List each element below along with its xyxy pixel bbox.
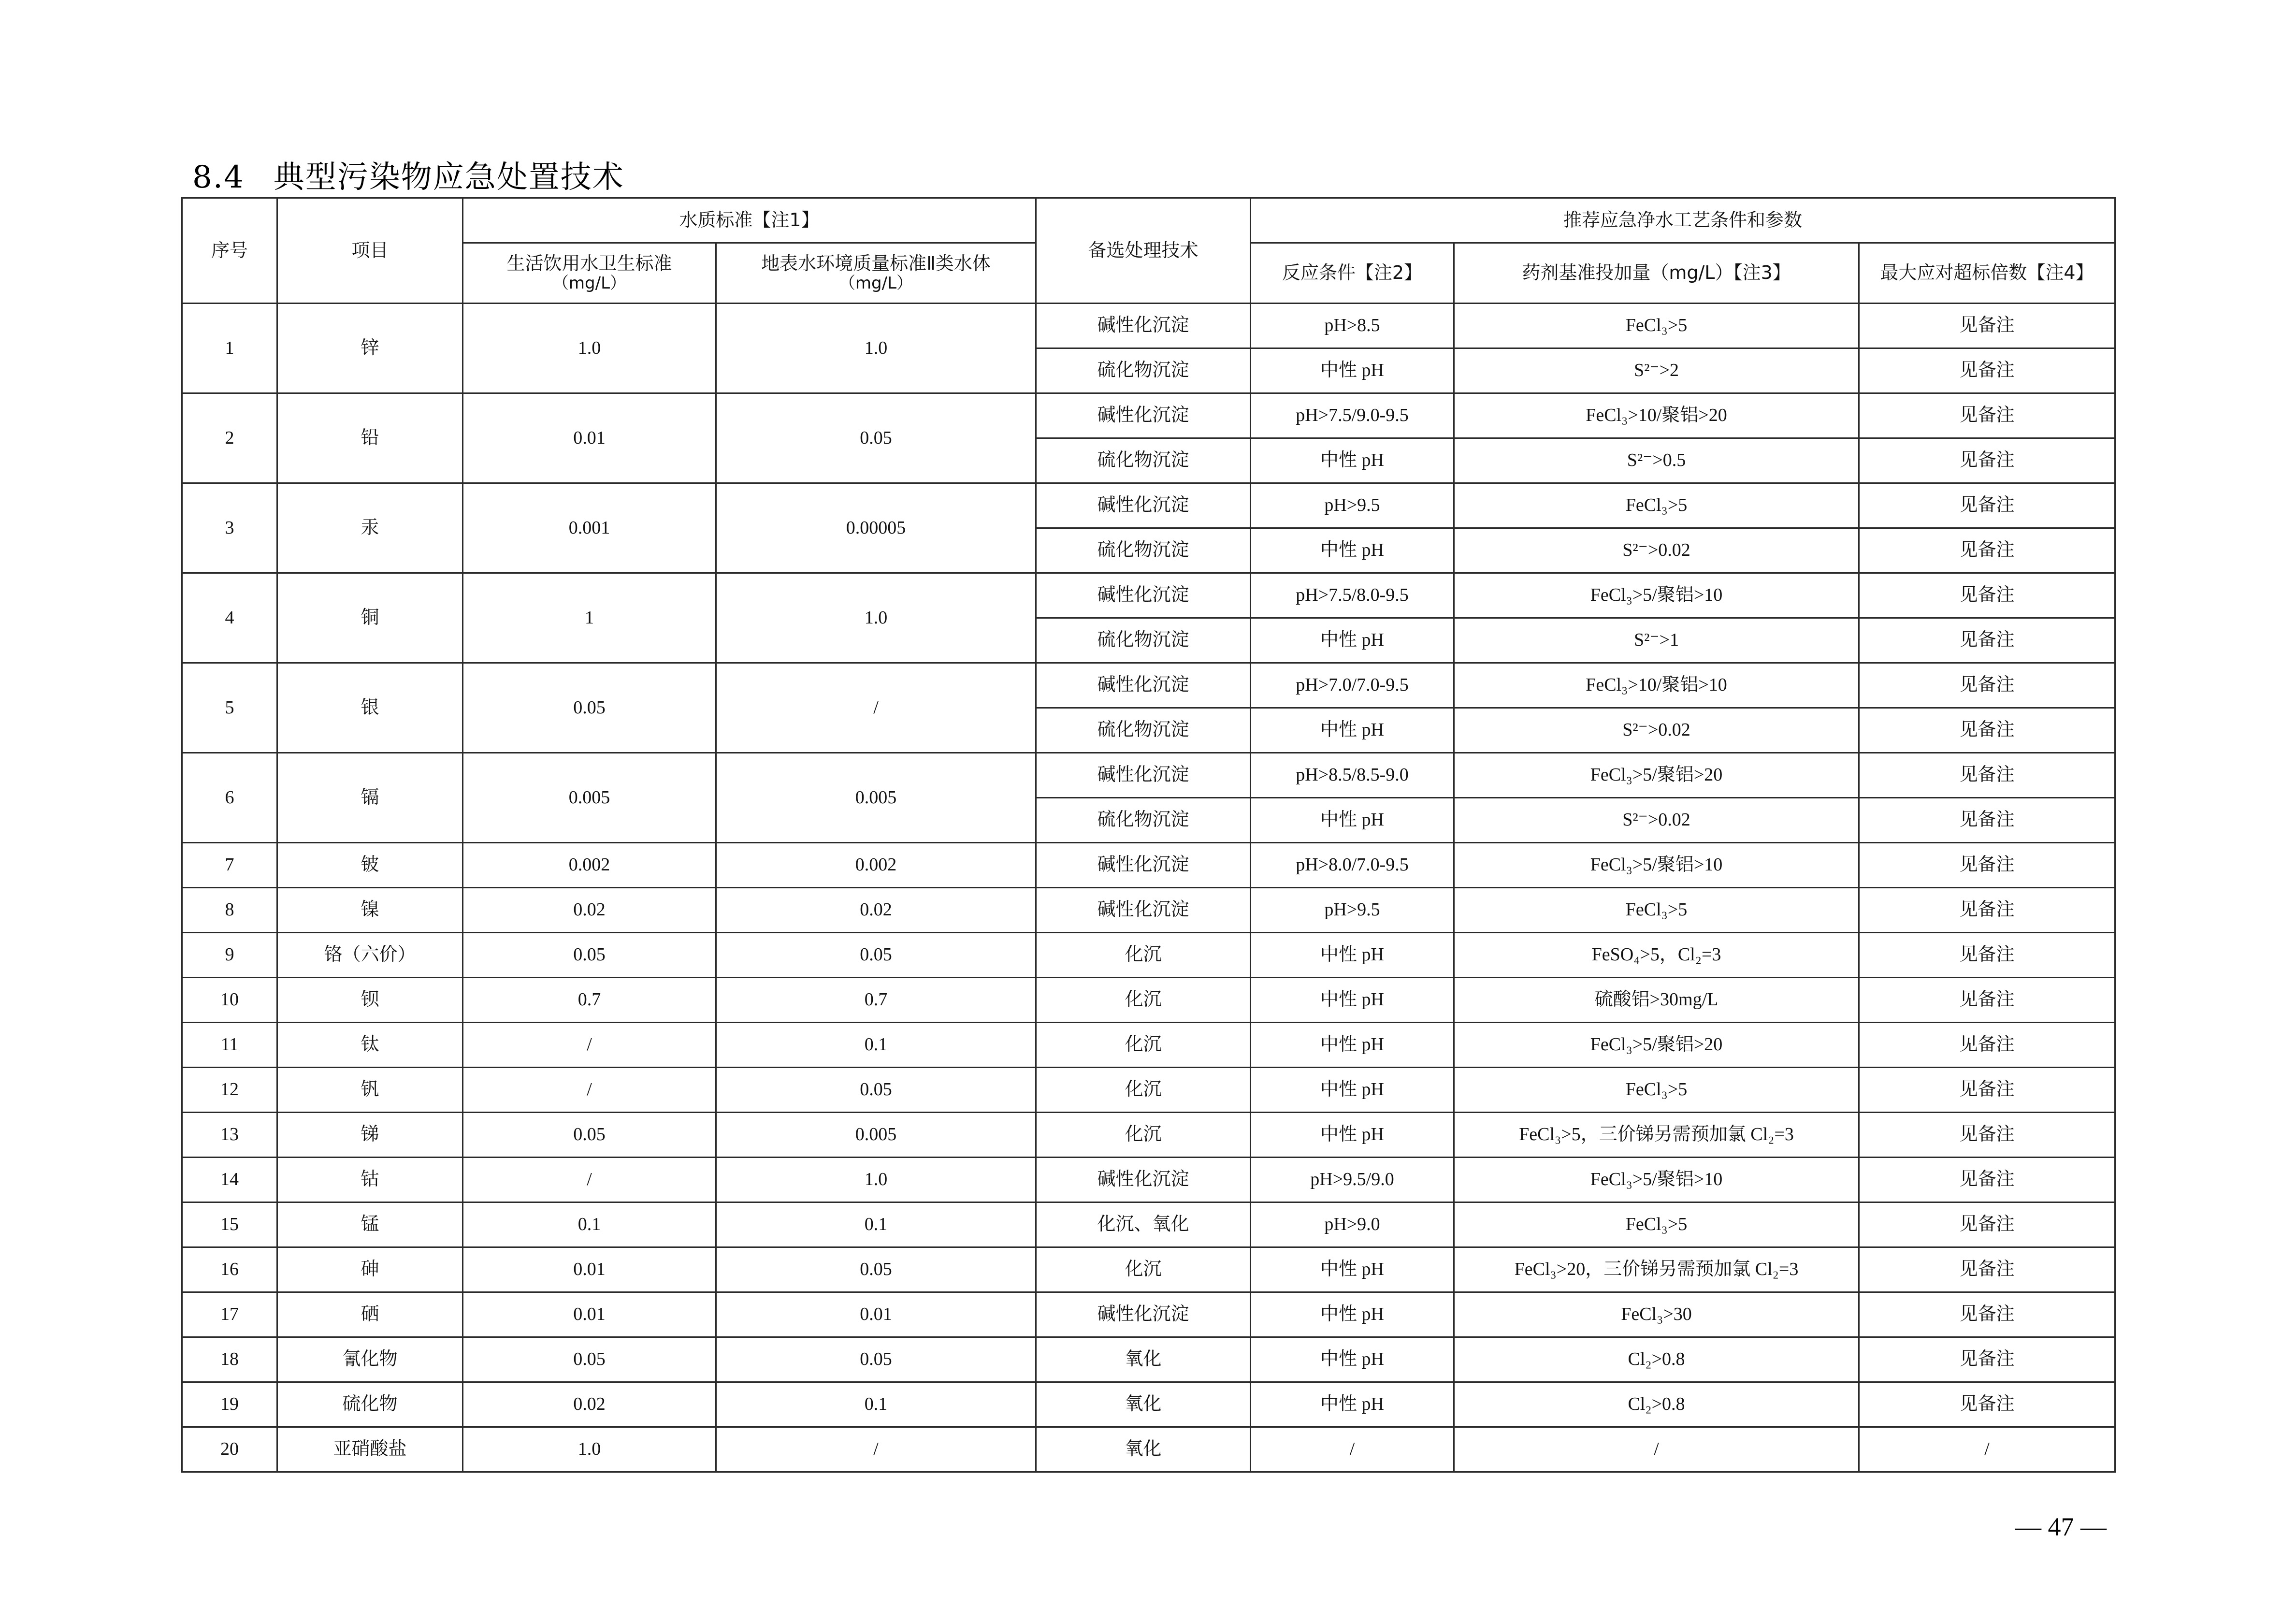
- cell-reaction-condition: 中性 pH: [1251, 933, 1454, 978]
- cell-seq: 14: [182, 1158, 277, 1202]
- cell-seq: 7: [182, 843, 277, 888]
- cell-surface-standard: /: [716, 663, 1036, 753]
- cell-dosage: 硫酸铝>30mg/L: [1454, 978, 1859, 1023]
- cell-max-ratio: 见备注: [1859, 933, 2115, 978]
- cell-item: 铬（六价）: [277, 933, 463, 978]
- cell-dosage: Cl₂>0.8: [1454, 1337, 1859, 1382]
- cell-seq: 11: [182, 1023, 277, 1068]
- cell-item: 硒: [277, 1292, 463, 1337]
- table-row: [182, 843, 2115, 888]
- page-number: — 47 —: [2015, 1512, 2107, 1541]
- cell-drinking-standard: 0.02: [463, 1382, 716, 1427]
- cell-max-ratio: 见备注: [1859, 573, 2115, 618]
- header-drinking-standard: [463, 243, 716, 304]
- cell-max-ratio: 见备注: [1859, 1068, 2115, 1113]
- cell-item: 硫化物: [277, 1382, 463, 1427]
- cell-max-ratio: 见备注: [1859, 708, 2115, 753]
- cell-dosage: FeCl₃>5: [1454, 483, 1859, 528]
- cell-seq: 16: [182, 1247, 277, 1292]
- cell-seq: 9: [182, 933, 277, 978]
- cell-surface-standard: /: [716, 1427, 1036, 1472]
- cell-dosage: FeCl₃>10/聚铝>20: [1454, 393, 1859, 438]
- cell-seq: 17: [182, 1292, 277, 1337]
- cell-item: 钛: [277, 1023, 463, 1068]
- cell-reaction-condition: pH>9.0: [1251, 1202, 1454, 1247]
- cell-dosage: S²⁻>2: [1454, 348, 1859, 393]
- cell-treatment-tech: 碱性化沉淀: [1036, 888, 1251, 933]
- table-row: [182, 888, 2115, 933]
- table-row: [182, 978, 2115, 1023]
- cell-surface-standard: 0.01: [716, 1292, 1036, 1337]
- cell-treatment-tech: 碱性化沉淀: [1036, 663, 1251, 708]
- cell-item: 银: [277, 663, 463, 753]
- cell-treatment-tech: 碱性化沉淀: [1036, 573, 1251, 618]
- cell-drinking-standard: 1: [463, 573, 716, 663]
- cell-reaction-condition: 中性 pH: [1251, 708, 1454, 753]
- cell-dosage: FeCl₃>5: [1454, 1068, 1859, 1113]
- cell-drinking-standard: 0.05: [463, 933, 716, 978]
- cell-max-ratio: 见备注: [1859, 663, 2115, 708]
- cell-drinking-standard: 0.1: [463, 1202, 716, 1247]
- table-row: [182, 663, 2115, 708]
- header-seq: 序号: [182, 198, 277, 304]
- table-row: [182, 1068, 2115, 1113]
- cell-dosage: FeCl₃>5: [1454, 304, 1859, 348]
- cell-item: 钴: [277, 1158, 463, 1202]
- cell-seq: 4: [182, 573, 277, 663]
- table-row: [182, 753, 2115, 798]
- header-item: 项目: [277, 198, 463, 304]
- cell-max-ratio: 见备注: [1859, 1337, 2115, 1382]
- cell-reaction-condition: pH>8.5/8.5-9.0: [1251, 753, 1454, 798]
- section-number: 8.4: [192, 159, 245, 195]
- table-row: [182, 1158, 2115, 1202]
- header-surface-standard: [716, 243, 1036, 304]
- cell-treatment-tech: 氧化: [1036, 1382, 1251, 1427]
- cell-reaction-condition: 中性 pH: [1251, 618, 1454, 663]
- cell-dosage: S²⁻>0.5: [1454, 438, 1859, 483]
- cell-reaction-condition: 中性 pH: [1251, 798, 1454, 843]
- cell-treatment-tech: 碱性化沉淀: [1036, 304, 1251, 348]
- cell-treatment-tech: 化沉、氧化: [1036, 1202, 1251, 1247]
- table-row: [182, 933, 2115, 978]
- cell-dosage: FeCl₃>5/聚铝>10: [1454, 573, 1859, 618]
- table-row: [182, 1202, 2115, 1247]
- table-row: [182, 393, 2115, 438]
- cell-treatment-tech: 化沉: [1036, 1023, 1251, 1068]
- cell-dosage: Cl₂>0.8: [1454, 1382, 1859, 1427]
- cell-max-ratio: /: [1859, 1427, 2115, 1472]
- cell-item: 锑: [277, 1113, 463, 1158]
- cell-item: 亚硝酸盐: [277, 1427, 463, 1472]
- cell-surface-standard: 1.0: [716, 573, 1036, 663]
- cell-seq: 13: [182, 1113, 277, 1158]
- cell-seq: 10: [182, 978, 277, 1023]
- cell-drinking-standard: 1.0: [463, 1427, 716, 1472]
- cell-treatment-tech: 氧化: [1036, 1337, 1251, 1382]
- cell-drinking-standard: 0.01: [463, 1292, 716, 1337]
- surface-standard-unit: （mg/L）: [838, 274, 913, 293]
- table-row: [182, 1337, 2115, 1382]
- cell-seq: 20: [182, 1427, 277, 1472]
- table-row: [182, 1247, 2115, 1292]
- cell-max-ratio: 见备注: [1859, 888, 2115, 933]
- cell-reaction-condition: /: [1251, 1427, 1454, 1472]
- section-heading: [192, 152, 624, 197]
- cell-treatment-tech: 硫化物沉淀: [1036, 798, 1251, 843]
- cell-treatment-tech: 化沉: [1036, 978, 1251, 1023]
- cell-surface-standard: 0.02: [716, 888, 1036, 933]
- cell-dosage: FeCl₃>5: [1454, 1202, 1859, 1247]
- section-title: 典型污染物应急处置技术: [273, 159, 624, 195]
- cell-surface-standard: 0.05: [716, 1337, 1036, 1382]
- table-row: [182, 1113, 2115, 1158]
- cell-reaction-condition: pH>7.5/8.0-9.5: [1251, 573, 1454, 618]
- cell-max-ratio: 见备注: [1859, 1382, 2115, 1427]
- cell-drinking-standard: 0.01: [463, 393, 716, 483]
- cell-treatment-tech: 氧化: [1036, 1427, 1251, 1472]
- header-process-params: 推荐应急净水工艺条件和参数: [1251, 198, 2115, 243]
- cell-drinking-standard: /: [463, 1023, 716, 1068]
- cell-item: 铜: [277, 573, 463, 663]
- cell-max-ratio: 见备注: [1859, 393, 2115, 438]
- cell-item: 氰化物: [277, 1337, 463, 1382]
- cell-seq: 19: [182, 1382, 277, 1427]
- cell-reaction-condition: 中性 pH: [1251, 1068, 1454, 1113]
- cell-drinking-standard: /: [463, 1158, 716, 1202]
- cell-reaction-condition: 中性 pH: [1251, 1292, 1454, 1337]
- cell-dosage: S²⁻>0.02: [1454, 708, 1859, 753]
- cell-treatment-tech: 硫化物沉淀: [1036, 528, 1251, 573]
- cell-reaction-condition: pH>8.0/7.0-9.5: [1251, 843, 1454, 888]
- cell-reaction-condition: pH>8.5: [1251, 304, 1454, 348]
- cell-max-ratio: 见备注: [1859, 1202, 2115, 1247]
- cell-seq: 1: [182, 304, 277, 393]
- cell-treatment-tech: 化沉: [1036, 933, 1251, 978]
- cell-dosage: FeCl₃>10/聚铝>10: [1454, 663, 1859, 708]
- cell-drinking-standard: 0.05: [463, 1113, 716, 1158]
- cell-treatment-tech: 碱性化沉淀: [1036, 1158, 1251, 1202]
- drinking-standard-unit: （mg/L）: [552, 274, 627, 293]
- cell-dosage: FeCl₃>5/聚铝>20: [1454, 753, 1859, 798]
- cell-treatment-tech: 化沉: [1036, 1113, 1251, 1158]
- cell-drinking-standard: 0.01: [463, 1247, 716, 1292]
- cell-treatment-tech: 碱性化沉淀: [1036, 843, 1251, 888]
- cell-reaction-condition: 中性 pH: [1251, 1247, 1454, 1292]
- cell-seq: 6: [182, 753, 277, 843]
- header-dosage: 药剂基准投加量（mg/L）【注3】: [1454, 243, 1859, 304]
- cell-max-ratio: 见备注: [1859, 304, 2115, 348]
- cell-item: 锌: [277, 304, 463, 393]
- cell-dosage: FeCl₃>5/聚铝>10: [1454, 1158, 1859, 1202]
- cell-dosage: S²⁻>1: [1454, 618, 1859, 663]
- cell-dosage: FeCl₃>20，三价锑另需预加氯 Cl₂=3: [1454, 1247, 1859, 1292]
- cell-dosage: FeCl₃>5: [1454, 888, 1859, 933]
- cell-surface-standard: 0.002: [716, 843, 1036, 888]
- cell-reaction-condition: 中性 pH: [1251, 348, 1454, 393]
- cell-max-ratio: 见备注: [1859, 843, 2115, 888]
- cell-treatment-tech: 硫化物沉淀: [1036, 618, 1251, 663]
- header-max-ratio: 最大应对超标倍数【注4】: [1859, 243, 2115, 304]
- cell-drinking-standard: 0.005: [463, 753, 716, 843]
- cell-item: 镉: [277, 753, 463, 843]
- pollutant-treatment-table: [181, 197, 2116, 1473]
- cell-surface-standard: 0.05: [716, 393, 1036, 483]
- cell-reaction-condition: pH>9.5/9.0: [1251, 1158, 1454, 1202]
- cell-max-ratio: 见备注: [1859, 483, 2115, 528]
- table-row: [182, 304, 2115, 348]
- cell-drinking-standard: 0.02: [463, 888, 716, 933]
- cell-max-ratio: 见备注: [1859, 1292, 2115, 1337]
- cell-drinking-standard: 0.05: [463, 663, 716, 753]
- cell-surface-standard: 1.0: [716, 1158, 1036, 1202]
- cell-reaction-condition: pH>9.5: [1251, 483, 1454, 528]
- cell-reaction-condition: 中性 pH: [1251, 978, 1454, 1023]
- cell-treatment-tech: 碱性化沉淀: [1036, 483, 1251, 528]
- cell-surface-standard: 0.1: [716, 1382, 1036, 1427]
- cell-treatment-tech: 化沉: [1036, 1068, 1251, 1113]
- cell-seq: 18: [182, 1337, 277, 1382]
- cell-max-ratio: 见备注: [1859, 528, 2115, 573]
- cell-treatment-tech: 碱性化沉淀: [1036, 393, 1251, 438]
- cell-treatment-tech: 碱性化沉淀: [1036, 753, 1251, 798]
- cell-seq: 3: [182, 483, 277, 573]
- surface-standard-label: 地表水环境质量标准Ⅱ类水体: [761, 252, 991, 274]
- cell-drinking-standard: 0.7: [463, 978, 716, 1023]
- cell-max-ratio: 见备注: [1859, 618, 2115, 663]
- table-row: [182, 1427, 2115, 1472]
- cell-reaction-condition: 中性 pH: [1251, 1023, 1454, 1068]
- cell-surface-standard: 0.05: [716, 1247, 1036, 1292]
- cell-surface-standard: 0.05: [716, 1068, 1036, 1113]
- cell-item: 汞: [277, 483, 463, 573]
- cell-dosage: FeCl₃>5/聚铝>20: [1454, 1023, 1859, 1068]
- cell-reaction-condition: pH>7.5/9.0-9.5: [1251, 393, 1454, 438]
- cell-item: 镍: [277, 888, 463, 933]
- cell-item: 锰: [277, 1202, 463, 1247]
- cell-reaction-condition: 中性 pH: [1251, 1113, 1454, 1158]
- cell-reaction-condition: 中性 pH: [1251, 1337, 1454, 1382]
- cell-drinking-standard: 0.002: [463, 843, 716, 888]
- cell-treatment-tech: 硫化物沉淀: [1036, 708, 1251, 753]
- cell-drinking-standard: 0.001: [463, 483, 716, 573]
- cell-surface-standard: 1.0: [716, 304, 1036, 393]
- cell-treatment-tech: 硫化物沉淀: [1036, 438, 1251, 483]
- cell-drinking-standard: 1.0: [463, 304, 716, 393]
- cell-reaction-condition: pH>9.5: [1251, 888, 1454, 933]
- cell-reaction-condition: 中性 pH: [1251, 438, 1454, 483]
- cell-dosage: /: [1454, 1427, 1859, 1472]
- cell-dosage: FeSO₄>5，Cl₂=3: [1454, 933, 1859, 978]
- cell-max-ratio: 见备注: [1859, 438, 2115, 483]
- cell-max-ratio: 见备注: [1859, 798, 2115, 843]
- cell-surface-standard: 0.00005: [716, 483, 1036, 573]
- header-water-standard: 水质标准【注1】: [463, 198, 1036, 243]
- table-row: [182, 483, 2115, 528]
- cell-max-ratio: 见备注: [1859, 1247, 2115, 1292]
- cell-surface-standard: 0.05: [716, 933, 1036, 978]
- cell-seq: 8: [182, 888, 277, 933]
- cell-seq: 12: [182, 1068, 277, 1113]
- cell-dosage: S²⁻>0.02: [1454, 798, 1859, 843]
- cell-dosage: FeCl₃>5/聚铝>10: [1454, 843, 1859, 888]
- header-reaction-condition: 反应条件【注2】: [1251, 243, 1454, 304]
- drinking-standard-label: 生活饮用水卫生标准: [506, 252, 672, 274]
- table-body: [182, 304, 2115, 1472]
- cell-surface-standard: 0.005: [716, 1113, 1036, 1158]
- cell-treatment-tech: 硫化物沉淀: [1036, 348, 1251, 393]
- table-row: [182, 1382, 2115, 1427]
- cell-surface-standard: 0.1: [716, 1023, 1036, 1068]
- cell-item: 钡: [277, 978, 463, 1023]
- cell-seq: 15: [182, 1202, 277, 1247]
- cell-max-ratio: 见备注: [1859, 1023, 2115, 1068]
- cell-surface-standard: 0.7: [716, 978, 1036, 1023]
- cell-item: 铍: [277, 843, 463, 888]
- cell-treatment-tech: 碱性化沉淀: [1036, 1292, 1251, 1337]
- cell-max-ratio: 见备注: [1859, 1158, 2115, 1202]
- table-row: [182, 1292, 2115, 1337]
- cell-dosage: FeCl₃>5，三价锑另需预加氯 Cl₂=3: [1454, 1113, 1859, 1158]
- cell-max-ratio: 见备注: [1859, 1113, 2115, 1158]
- cell-drinking-standard: 0.05: [463, 1337, 716, 1382]
- table-row: [182, 1023, 2115, 1068]
- cell-item: 铅: [277, 393, 463, 483]
- cell-surface-standard: 0.1: [716, 1202, 1036, 1247]
- cell-surface-standard: 0.005: [716, 753, 1036, 843]
- cell-dosage: S²⁻>0.02: [1454, 528, 1859, 573]
- cell-reaction-condition: 中性 pH: [1251, 528, 1454, 573]
- cell-reaction-condition: pH>7.0/7.0-9.5: [1251, 663, 1454, 708]
- cell-treatment-tech: 化沉: [1036, 1247, 1251, 1292]
- header-treatment-tech: 备选处理技术: [1036, 198, 1251, 304]
- cell-dosage: FeCl₃>30: [1454, 1292, 1859, 1337]
- cell-max-ratio: 见备注: [1859, 348, 2115, 393]
- cell-max-ratio: 见备注: [1859, 753, 2115, 798]
- cell-seq: 5: [182, 663, 277, 753]
- cell-max-ratio: 见备注: [1859, 978, 2115, 1023]
- cell-seq: 2: [182, 393, 277, 483]
- cell-item: 砷: [277, 1247, 463, 1292]
- cell-reaction-condition: 中性 pH: [1251, 1382, 1454, 1427]
- table-row: [182, 573, 2115, 618]
- cell-item: 钒: [277, 1068, 463, 1113]
- cell-drinking-standard: /: [463, 1068, 716, 1113]
